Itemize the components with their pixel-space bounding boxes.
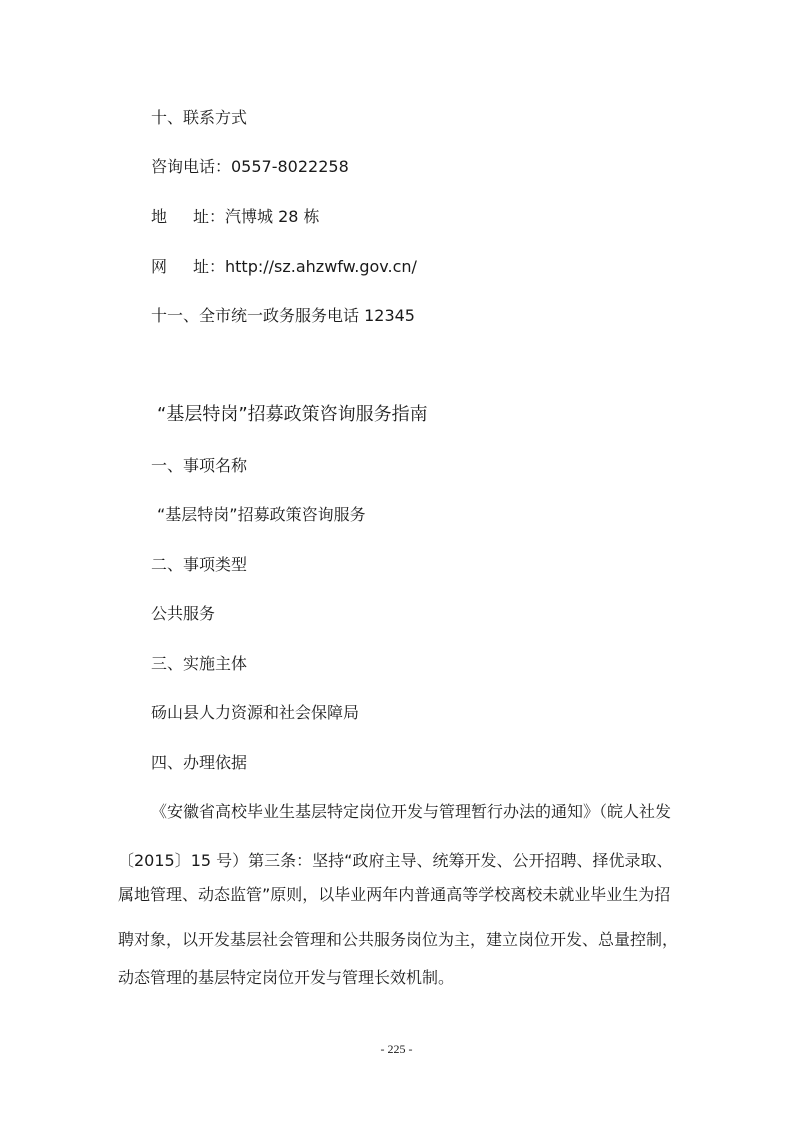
basis-line-5: 动态管理的基层特定岗位开发与管理长效机制。 — [118, 968, 455, 987]
contact-phone: 咨询电话：0557-8022258 — [151, 157, 349, 176]
section-3-heading: 三、实施主体 — [151, 654, 248, 673]
hotline: 十一、全市统一政务服务电话 12345 — [151, 306, 415, 325]
address-label-b: 址：汽博城 28 栋 — [193, 207, 320, 226]
section-2-text: 公共服务 — [151, 604, 216, 623]
guide-title: “基层特岗”招募政策咨询服务指南 — [157, 404, 428, 425]
section-2-heading: 二、事项类型 — [151, 555, 248, 574]
basis-line-4: 聘对象，以开发基层社会管理和公共服务岗位为主，建立岗位开发、总量控制， — [118, 930, 679, 949]
section-1-text: “基层特岗”招募政策咨询服务 — [157, 505, 366, 524]
address-label-a: 地 — [151, 207, 168, 226]
section-3-text: 砀山县人力资源和社会保障局 — [151, 703, 360, 722]
basis-line-2: 〔2015〕15 号）第三条：坚持“政府主导、统筹开发、公开招聘、择优录取、 — [118, 851, 673, 870]
section-4-heading: 四、办理依据 — [151, 753, 248, 772]
contact-address — [151, 207, 320, 227]
web-label-a: 网 — [151, 257, 168, 276]
page-number: - 225 - — [380, 1042, 413, 1056]
web-label-b: 址：http://sz.ahzwfw.gov.cn/ — [193, 257, 417, 276]
basis-line-1: 《安徽省高校毕业生基层特定岗位开发与管理暂行办法的通知》（皖人社发 — [151, 802, 672, 821]
contact-heading: 十、联系方式 — [151, 108, 248, 127]
basis-line-3: 属地管理、动态监管”原则，以毕业两年内普通高等学校离校未就业毕业生为招 — [118, 885, 671, 904]
section-1-heading: 一、事项名称 — [151, 456, 248, 475]
contact-website — [151, 257, 417, 277]
